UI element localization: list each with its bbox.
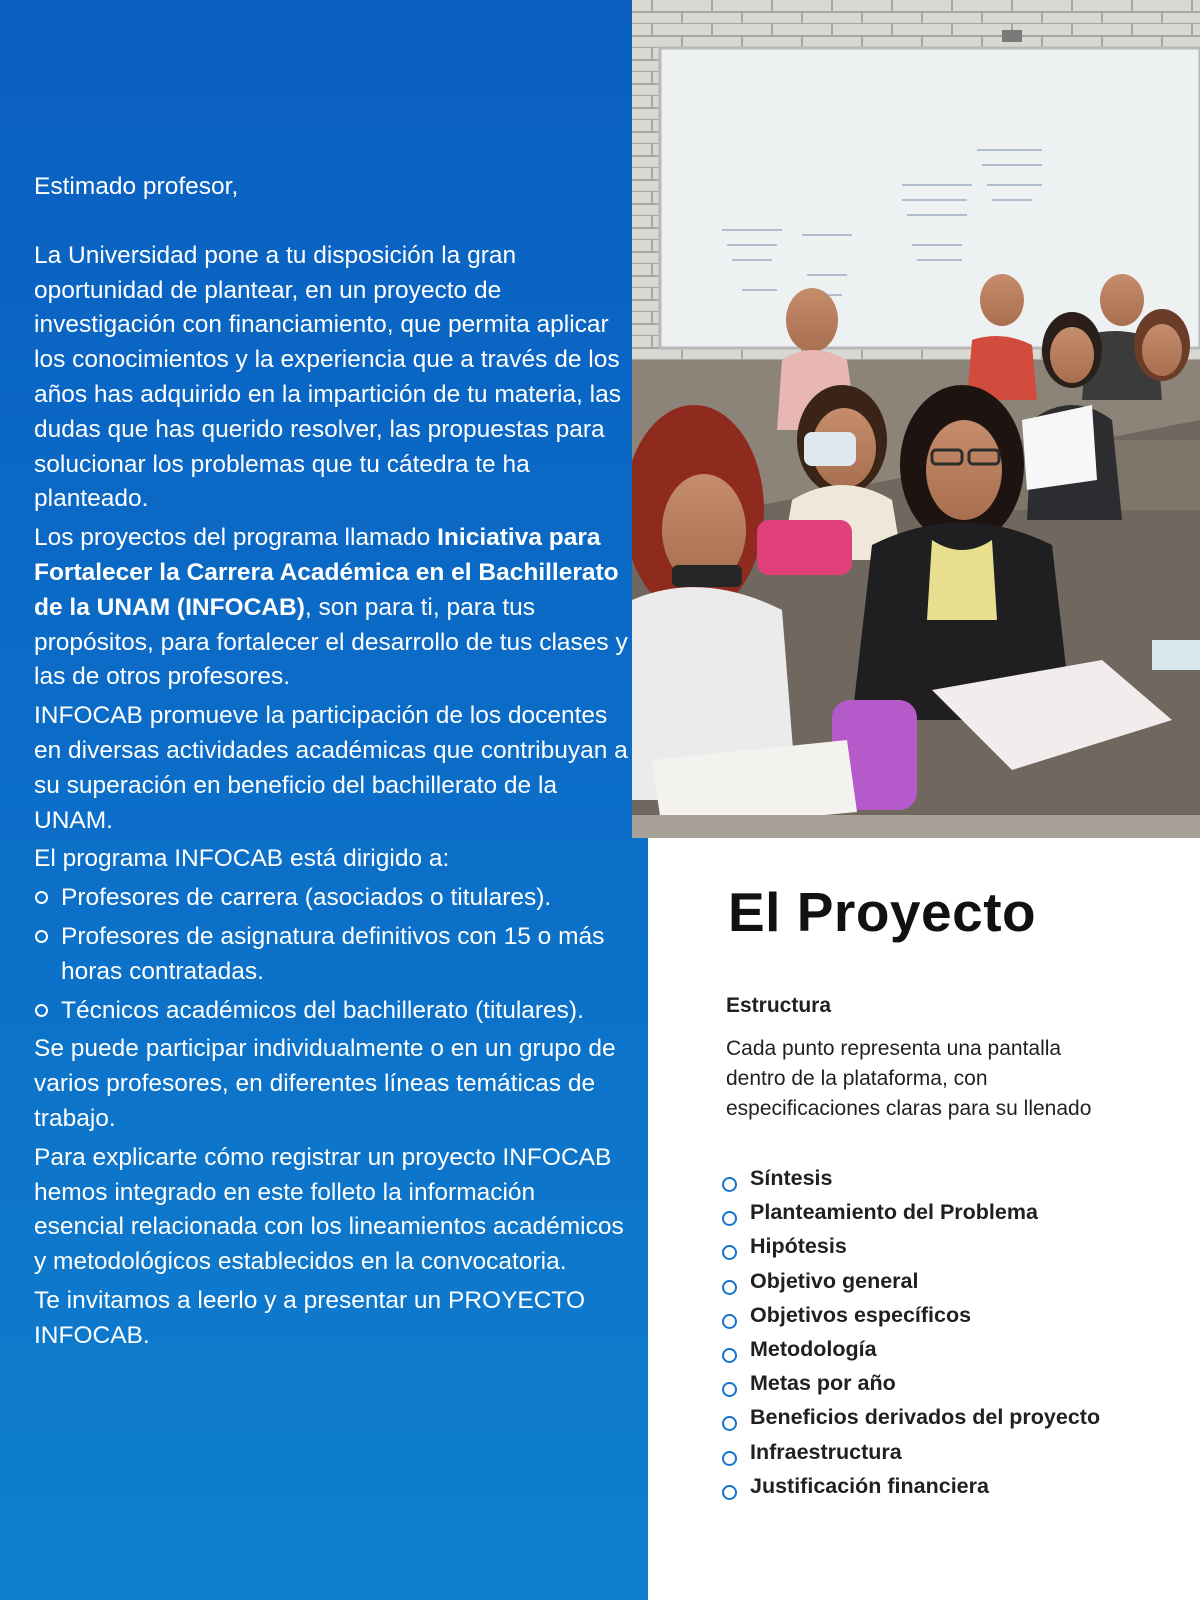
letter-paragraph-2 xyxy=(34,521,630,695)
letter-paragraph-2-start: Los proyectos del programa llamado xyxy=(34,524,438,552)
structure-item-label: Infraestructura xyxy=(750,1439,902,1464)
structure-item-label: Objetivos específicos xyxy=(750,1302,972,1327)
letter-paragraph-6: Para explicarte cómo registrar un proyecto INFOCAB hemos integrado en este folleto la información esencial relacionada con los lineamientos académicos y metodológicos establecidos en la convocatoria. xyxy=(34,1143,624,1276)
program-name: Iniciativa para Fortalecer la Carrera Académica en el Bachillerato de la UNAM (INFOCAB) xyxy=(34,524,619,621)
structure-list xyxy=(722,1166,1100,1508)
structure-item xyxy=(722,1474,1100,1508)
classroom-photo xyxy=(632,0,1200,838)
structure-item xyxy=(722,1269,1100,1303)
letter-paragraph-2-end: , son para ti, para tus propósitos, para fortalecer el desarrollo de tus clases y las de otros profesores. xyxy=(34,593,628,691)
structure-item-label: Planteamiento del Problema xyxy=(750,1200,1038,1225)
audience-item xyxy=(34,881,630,916)
audience-item-label: Técnicos académicos del bachillerato (titulares). xyxy=(61,996,584,1024)
audience-item xyxy=(34,920,630,990)
structure-item xyxy=(722,1337,1100,1371)
section-title: El Proyecto xyxy=(728,881,1037,943)
ring-icon xyxy=(722,1416,737,1431)
structure-heading: Estructura xyxy=(726,994,832,1017)
ring-icon xyxy=(722,1177,737,1192)
ring-icon xyxy=(722,1348,737,1363)
structure-description: Cada punto representa una pantalla dentro de la plataforma, con especificaciones claras para su llenado xyxy=(726,1037,1092,1120)
audience-item-label: Profesores de asignatura definitivos con 15 o más horas contratadas. xyxy=(61,922,605,985)
structure-item xyxy=(722,1303,1100,1337)
letter-paragraph-7: Te invitamos a leerlo y a presentar un PROYECTO INFOCAB. xyxy=(34,1286,586,1349)
ring-icon xyxy=(722,1280,737,1295)
letter-body xyxy=(34,170,630,1358)
structure-item-label: Síntesis xyxy=(750,1166,833,1190)
structure-item xyxy=(722,1371,1100,1405)
ring-icon xyxy=(722,1245,737,1260)
structure-item-label: Justificación financiera xyxy=(750,1473,989,1498)
classroom-illustration xyxy=(632,0,1200,838)
structure-item xyxy=(722,1200,1100,1234)
structure-item-label: Beneficios derivados del proyecto xyxy=(750,1405,1101,1430)
audience-list xyxy=(34,881,630,1028)
audience-item-label: Profesores de carrera (asociados o titulares). xyxy=(61,884,552,912)
structure-item-label: Metas por año xyxy=(750,1371,896,1396)
structure-item xyxy=(722,1440,1100,1474)
ring-icon xyxy=(722,1314,737,1329)
letter-paragraph-1: La Universidad pone a tu disposición la gran oportunidad de plantear, en un proyecto de investigación con financiamiento, que permita aplicar los conocimientos y la experiencia que a través de los años has adquirido en la impartición de tu materia, las dudas que has querido resolver, las propuestas para solucionar los problemas que tu cátedra te ha planteado. xyxy=(34,241,621,513)
ring-icon xyxy=(722,1451,737,1466)
circle-icon xyxy=(35,1004,48,1017)
structure-item-label: Metodología xyxy=(750,1336,877,1361)
structure-item xyxy=(722,1166,1100,1200)
ring-icon xyxy=(722,1485,737,1500)
structure-item xyxy=(722,1405,1100,1439)
letter-greeting: Estimado profesor, xyxy=(34,173,239,200)
circle-icon xyxy=(35,930,48,943)
structure-item-label: Objetivo general xyxy=(750,1268,919,1293)
structure-item xyxy=(722,1234,1100,1268)
project-panel xyxy=(648,838,1200,1600)
ring-icon xyxy=(722,1211,737,1226)
ring-icon xyxy=(722,1382,737,1397)
letter-paragraph-5: Se puede participar individualmente o en un grupo de varios profesores, en diferentes líneas temáticas de trabajo. xyxy=(34,1035,616,1132)
letter-paragraph-4: El programa INFOCAB está dirigido a: xyxy=(34,845,450,873)
audience-item xyxy=(34,994,630,1029)
circle-icon xyxy=(35,891,48,904)
structure-item-label: Hipótesis xyxy=(750,1234,847,1259)
letter-paragraph-3: INFOCAB promueve la participación de los docentes en diversas actividades académicas que contribuyan a su superación en beneficio del bachillerato de la UNAM. xyxy=(34,702,628,834)
